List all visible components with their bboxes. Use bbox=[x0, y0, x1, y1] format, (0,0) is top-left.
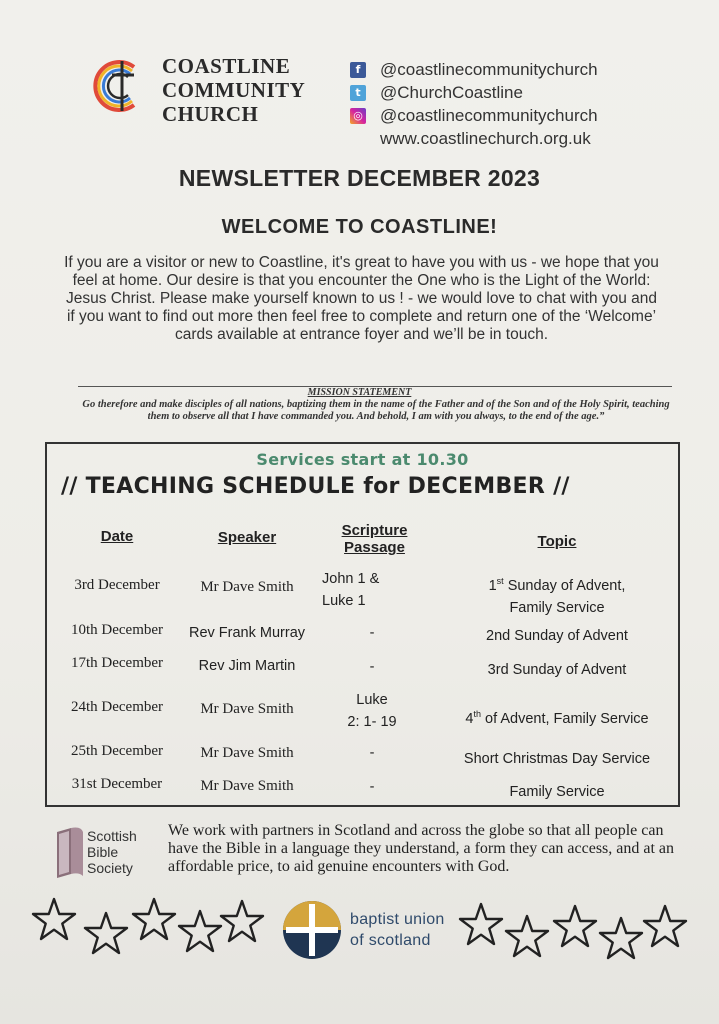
row-scripture: - bbox=[369, 625, 375, 641]
row-date: 10th December bbox=[70, 622, 164, 638]
header-scripture-line: Scripture bbox=[341, 522, 408, 539]
topic-line: Sunday of Advent, bbox=[503, 577, 626, 594]
twitter-link[interactable] bbox=[350, 81, 598, 104]
topic-ordinal-suffix: st bbox=[496, 576, 504, 586]
row-scripture bbox=[322, 689, 422, 733]
website-link[interactable]: www.coastlinechurch.org.uk bbox=[380, 128, 591, 148]
row-date: 17th December bbox=[70, 655, 164, 671]
instagram-link[interactable] bbox=[350, 104, 598, 127]
row-topic bbox=[437, 703, 677, 730]
topic-line: Family Service bbox=[509, 599, 605, 616]
facebook-icon: f bbox=[350, 62, 366, 78]
bible-logo-line: Bible bbox=[87, 844, 119, 860]
instagram-handle: @coastlinecommunitychurch bbox=[380, 105, 598, 125]
welcome-text: If you are a visitor or new to Coastline, it's great to have you with us - we hope that you feel at home. Our desire is that you encounter the One who is the Light of the World: Jesus Christ. Please make yourself known to us ! - we would love to chat with you and if you want to find out more then feel free to complete and return one of the ‘Welcome’ cards available at entrance foyer and we’ll be in touch. bbox=[64, 254, 659, 343]
scottish-bible-society-logo bbox=[53, 824, 145, 880]
baptist-union-text bbox=[350, 909, 445, 951]
row-scripture-line: 2: 1- 19 bbox=[347, 714, 397, 730]
row-topic: Short Christmas Day Service bbox=[463, 751, 651, 767]
church-name-line: COMMUNITY bbox=[162, 78, 306, 102]
baptist-union-logo bbox=[282, 900, 342, 960]
facebook-handle: @coastlinecommunitychurch bbox=[380, 59, 598, 79]
row-date: 31st December bbox=[71, 776, 163, 792]
row-speaker: Mr Dave Smith bbox=[200, 579, 294, 595]
topic-line: of Advent, Family Service bbox=[480, 710, 649, 727]
row-date: 24th December bbox=[70, 699, 164, 715]
star-icon bbox=[506, 916, 548, 956]
row-topic: Family Service bbox=[509, 784, 605, 800]
row-scripture-line: Luke bbox=[356, 692, 388, 708]
header-date: Date bbox=[100, 528, 134, 545]
row-scripture-line: Luke 1 bbox=[322, 593, 366, 609]
social-links bbox=[350, 58, 598, 150]
star-icon bbox=[644, 906, 686, 946]
decorative-stars-right bbox=[455, 898, 695, 970]
facebook-link[interactable] bbox=[350, 58, 598, 81]
row-scripture: - bbox=[369, 745, 375, 761]
row-date: 25th December bbox=[70, 743, 164, 759]
church-logo-icon bbox=[88, 55, 152, 117]
row-speaker: Mr Dave Smith bbox=[200, 778, 294, 794]
twitter-icon: t bbox=[350, 85, 366, 101]
star-icon bbox=[133, 899, 175, 939]
row-scripture bbox=[312, 568, 422, 612]
header-scripture-line: Passage bbox=[344, 539, 405, 556]
header-topic: Topic bbox=[537, 533, 577, 550]
star-icon bbox=[600, 918, 642, 958]
bible-logo-line: Society bbox=[87, 860, 133, 876]
partners-text: We work with partners in Scotland and across the globe so that all people can have the Bible in a language they understand, a form they can access, and at an affordable price, to aid genuine encounters with God. bbox=[168, 822, 675, 875]
row-topic: 2nd Sunday of Advent bbox=[486, 628, 628, 644]
star-icon bbox=[85, 913, 127, 953]
header-speaker: Speaker bbox=[217, 529, 277, 546]
topic-ordinal: 1 bbox=[488, 577, 497, 594]
row-speaker: Mr Dave Smith bbox=[200, 745, 294, 761]
welcome-heading: WELCOME TO COASTLINE! bbox=[221, 216, 498, 238]
row-topic bbox=[447, 570, 667, 619]
row-speaker: Mr Dave Smith bbox=[200, 701, 294, 717]
decorative-stars-left bbox=[30, 893, 270, 965]
baptist-union-line: of scotland bbox=[350, 932, 431, 949]
instagram-icon: ◎ bbox=[350, 108, 366, 124]
mission-text: Go therefore and make disciples of all nations, baptizing them in the name of the Father and of the Son and of the Holy Spirit, teaching them to observe all that I have commanded you. And behold, I am with you always, to the end of the age.” bbox=[82, 399, 670, 422]
header-scripture bbox=[327, 522, 422, 556]
church-name bbox=[162, 54, 305, 126]
star-icon bbox=[221, 901, 263, 941]
mission-heading: MISSION STATEMENT bbox=[307, 387, 412, 398]
row-speaker: Rev Jim Martin bbox=[198, 658, 296, 674]
star-icon bbox=[179, 911, 221, 951]
star-icon bbox=[460, 904, 502, 944]
services-start-note: Services start at 10.30 bbox=[256, 450, 469, 469]
church-name-line: CHURCH bbox=[162, 102, 259, 126]
row-scripture: - bbox=[369, 659, 375, 675]
row-date: 3rd December bbox=[74, 577, 160, 593]
twitter-handle: @ChurchCoastline bbox=[380, 82, 523, 102]
row-scripture: - bbox=[369, 779, 375, 795]
row-speaker: Rev Frank Murray bbox=[188, 625, 306, 641]
row-topic: 3rd Sunday of Advent bbox=[487, 662, 627, 678]
bible-logo-line: Scottish bbox=[87, 828, 137, 844]
schedule-title: // TEACHING SCHEDULE for DECEMBER // bbox=[61, 474, 570, 499]
topic-ordinal: 4 bbox=[465, 710, 474, 727]
topic-ordinal-suffix: th bbox=[473, 709, 481, 719]
church-name-line: COASTLINE bbox=[162, 54, 291, 78]
star-icon bbox=[33, 899, 75, 939]
row-scripture-line: John 1 & bbox=[322, 571, 380, 587]
baptist-union-line: baptist union bbox=[350, 911, 445, 928]
star-icon bbox=[554, 906, 596, 946]
teaching-schedule bbox=[45, 442, 680, 807]
newsletter-title: NEWSLETTER DECEMBER 2023 bbox=[178, 165, 541, 191]
